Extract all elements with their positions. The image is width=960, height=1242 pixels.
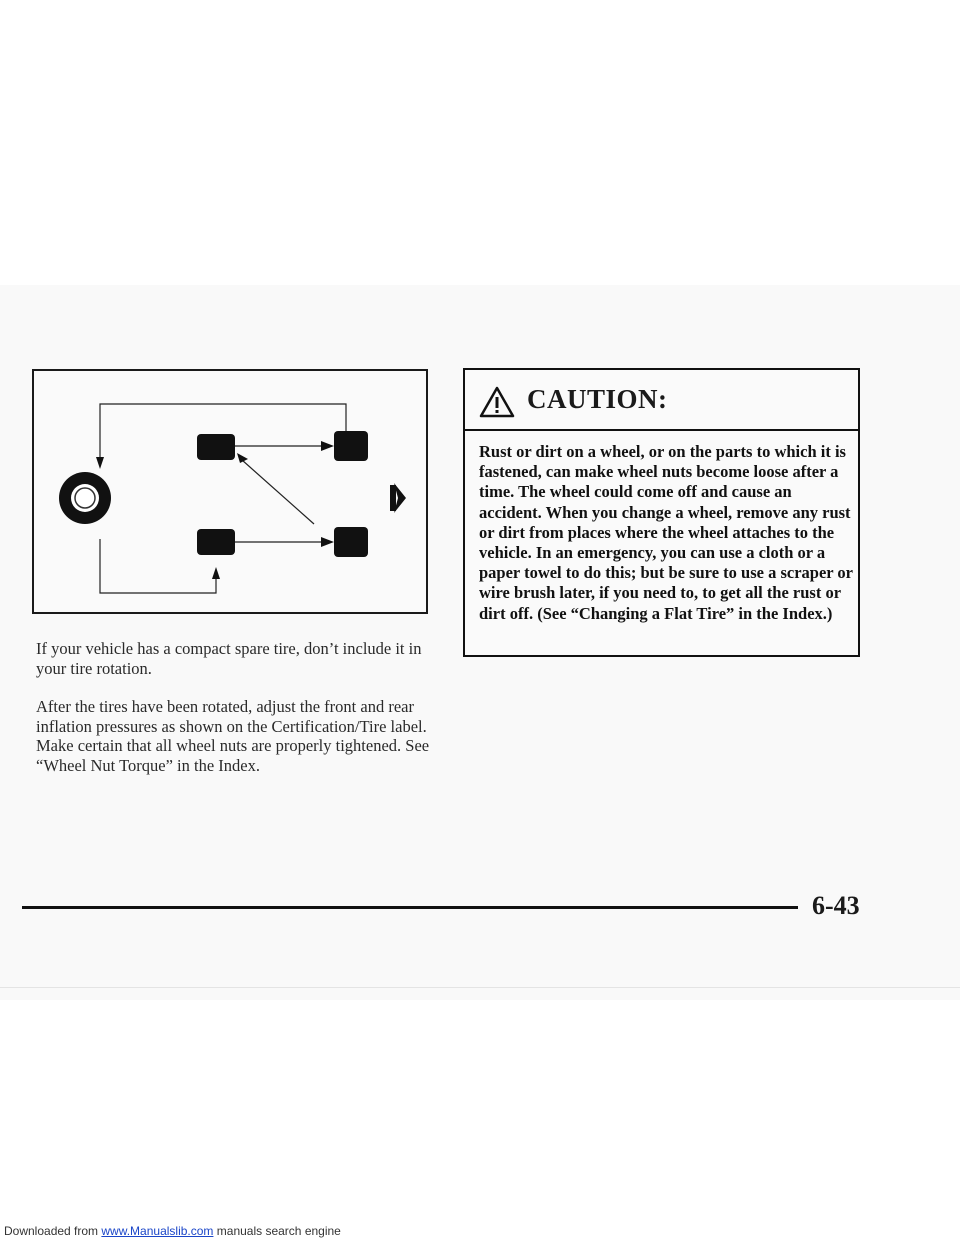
rear-left-tire-icon <box>197 529 235 555</box>
front-right-tire-icon <box>334 431 368 461</box>
download-attribution <box>4 1224 341 1238</box>
caution-body-text: Rust or dirt on a wheel, or on the parts to which it is fastened, can make wheel nuts become loose after a time. The wheel could come off and cause an accident. When you change a wheel, remove any rust or dirt from places where the wheel attaches to the vehicle. In an emergency, you can use a cloth or a paper towel to do this; but be sure to use a scraper or wire brush later, if you need to, to get all the rust or dirt off. (See “Changing a Flat Tire” in the Index.) <box>479 442 853 623</box>
tire-rotation-diagram <box>32 369 428 614</box>
spare-tire-paragraph: If your vehicle has a compact spare tire, don’t include it in your tire rotation. <box>36 639 422 678</box>
down-arrowhead-icon <box>96 457 104 469</box>
right-arrowhead-top-icon <box>321 441 334 451</box>
right-arrowhead-bottom-icon <box>321 537 334 547</box>
caution-title: CAUTION: <box>527 384 668 414</box>
rotation-instructions-paragraph: After the tires have been rotated, adjust the front and rear inflation pressures as shown on the Certification/Tire label. Make certain that all wheel nuts are properly tightened. See “Wheel Nut Torque” in the Index. <box>36 697 430 775</box>
caution-header <box>465 370 858 431</box>
up-arrowhead-icon <box>212 567 220 579</box>
forward-direction-arrow-icon <box>390 483 406 513</box>
warning-triangle-icon <box>479 386 515 418</box>
manualslib-link[interactable]: www.Manualslib.com <box>101 1224 214 1238</box>
rotation-path-lines <box>100 404 346 593</box>
caution-box <box>463 368 860 657</box>
attribution-prefix: Downloaded from <box>4 1224 102 1238</box>
tires <box>197 431 368 557</box>
spare-tire-icon <box>59 472 111 524</box>
attribution-suffix: manuals search engine <box>213 1224 341 1238</box>
page-number: 6-43 <box>812 891 860 920</box>
diagonal-arrow-line <box>242 460 314 524</box>
footer-rule <box>22 906 798 909</box>
tire-rotation-svg <box>34 371 426 612</box>
diagonal-arrowhead-icon <box>237 453 248 463</box>
rear-right-tire-icon <box>334 527 368 557</box>
front-left-tire-icon <box>197 434 235 460</box>
page-edge-line <box>0 987 960 988</box>
